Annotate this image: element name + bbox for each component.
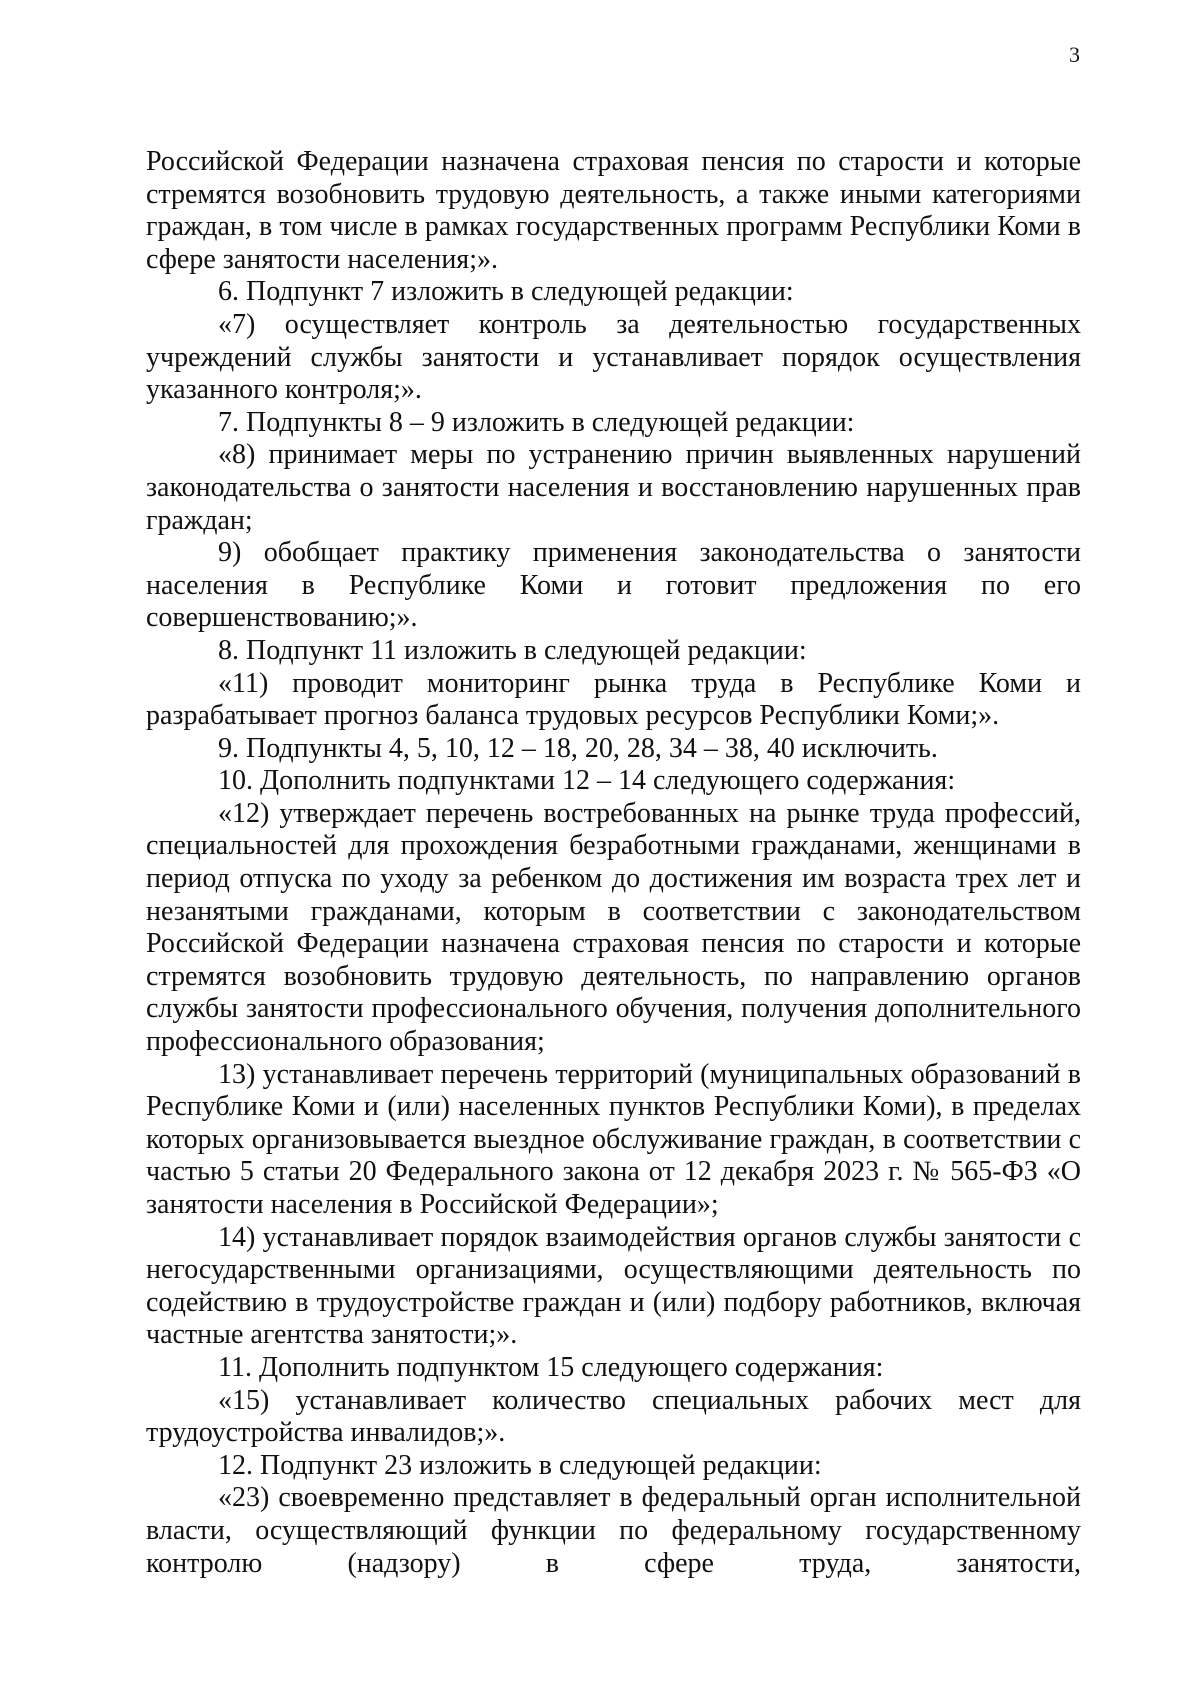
paragraph: «8) принимает меры по устранению причин выявленных нарушений законодательства о занятости населения и восстановлению нарушенных прав граждан; <box>146 439 1081 536</box>
paragraph: 8. Подпункт 11 изложить в следующей редакции: <box>218 634 807 666</box>
paragraph: «15) устанавливает количество специальных рабочих мест для трудоустройства инвалидов;». <box>146 1384 1081 1449</box>
page-number: 3 <box>1069 42 1080 67</box>
paragraph: 12. Подпункт 23 изложить в следующей редакции: <box>218 1449 822 1481</box>
paragraph: 6. Подпункт 7 изложить в следующей редакции: <box>218 276 794 308</box>
paragraph: «12) утверждает перечень востребованных на рынке труда профессий, специальностей для прохождения безработными гражданами, женщинами в период отпуска по уходу за ребенком до достижения им возраста трех лет и незанятыми гражданами, которым в соответствии с законодательством Российской Федерации назначена страховая пенсия по старости и которые стремятся возобновить трудовую деятельность, по направлению органов службы занятости профессионального обучения, получения дополнительного профессионального образования; <box>146 797 1081 1058</box>
paragraph: «23) своевременно представляет в федеральный орган исполнительной власти, осуществляющий функции по федеральному государственному контролю (надзору) в сфере труда, занятости, <box>146 1482 1081 1579</box>
paragraph: 14) устанавливает порядок взаимодействия органов службы занятости с негосударственными организациями, осуществляющими деятельность по содействию в трудоустройстве граждан и (или) подбору работников, включая частные агентства занятости;». <box>146 1221 1081 1351</box>
paragraph: «7) осуществляет контроль за деятельностью государственных учреждений службы занятости и устанавливает порядок осуществления указанного контроля;». <box>146 308 1081 406</box>
document-body <box>146 146 1081 1580</box>
paragraph: Российской Федерации назначена страховая пенсия по старости и которые стремятся возобновить трудовую деятельность, а также иными категориями граждан, в том числе в рамках государственных программ Республики Коми в сфере занятости населения;». <box>146 146 1081 275</box>
paragraph: 7. Подпункты 8 – 9 изложить в следующей редакции: <box>218 406 855 438</box>
paragraph: 13) устанавливает перечень территорий (муниципальных образований в Республике Коми и (или) населенных пунктов Республики Коми), в пределах которых организовывается выездное обслуживание граждан, в соответствии с частью 5 статьи 20 Федерального закона от 12 декабря 2023 г. № 565-ФЗ «О занятости населения в Российской Федерации»; <box>146 1058 1081 1220</box>
paragraph: 9) обобщает практику применения законодательства о занятости населения в Республике Коми и готовит предложения по его совершенствованию;». <box>146 537 1081 634</box>
paragraph: «11) проводит мониторинг рынка труда в Республике Коми и разрабатывает прогноз баланса трудовых ресурсов Республики Коми;». <box>146 667 1081 732</box>
paragraph: 11. Дополнить подпунктом 15 следующего содержания: <box>218 1351 884 1383</box>
paragraph: 9. Подпункты 4, 5, 10, 12 – 18, 20, 28, 34 – 38, 40 исключить. <box>218 732 938 764</box>
paragraph: 10. Дополнить подпунктами 12 – 14 следующего содержания: <box>218 765 956 797</box>
